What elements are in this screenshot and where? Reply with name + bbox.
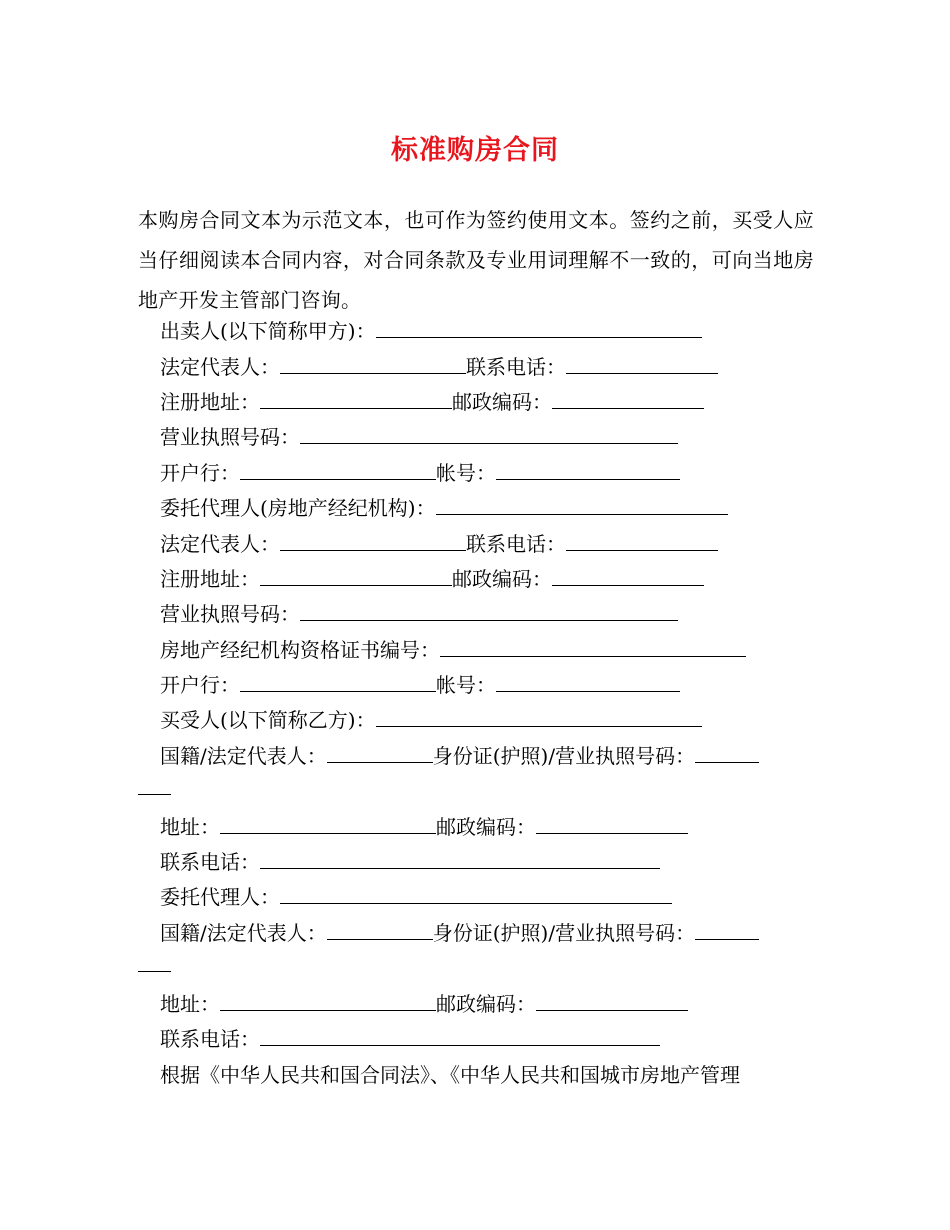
address-blank[interactable] bbox=[220, 815, 436, 834]
reg-addr-line-2 bbox=[160, 566, 704, 592]
id-blank-continuation[interactable] bbox=[138, 794, 171, 795]
phone-blank[interactable] bbox=[260, 850, 660, 869]
nationality-label: 国籍/法定代表人： bbox=[160, 744, 327, 768]
id-label: 身份证(护照)/营业执照号码： bbox=[432, 921, 696, 945]
postcode-label: 邮政编码： bbox=[436, 992, 536, 1016]
address-line-2 bbox=[160, 991, 688, 1017]
agent-org-label: 委托代理人(房地产经纪机构)： bbox=[160, 496, 436, 520]
nationality-id-line-1 bbox=[160, 743, 759, 769]
postcode-blank[interactable] bbox=[552, 390, 704, 409]
id-blank[interactable] bbox=[695, 921, 759, 940]
postcode-label: 邮政编码： bbox=[452, 390, 552, 414]
agent-person-line bbox=[160, 884, 672, 910]
license-label: 营业执照号码： bbox=[160, 602, 300, 626]
phone-blank[interactable] bbox=[566, 532, 718, 551]
bank-line-1 bbox=[160, 460, 680, 486]
document-title: 标准购房合同 bbox=[391, 135, 559, 166]
address-label: 地址： bbox=[160, 815, 220, 839]
address-blank[interactable] bbox=[220, 992, 436, 1011]
license-blank[interactable] bbox=[300, 425, 678, 444]
address-label: 地址： bbox=[160, 992, 220, 1016]
legal-rep-phone-line-2 bbox=[160, 531, 718, 557]
legal-rep-label: 法定代表人： bbox=[160, 355, 280, 379]
id-blank[interactable] bbox=[695, 744, 759, 763]
postcode-label: 邮政编码： bbox=[436, 815, 536, 839]
account-label: 帐号： bbox=[436, 673, 496, 697]
seller-line bbox=[160, 318, 702, 344]
postcode-blank[interactable] bbox=[552, 567, 704, 586]
phone-line-4 bbox=[160, 1026, 660, 1052]
nationality-id-line-2 bbox=[160, 920, 759, 946]
reg-addr-blank[interactable] bbox=[260, 567, 452, 586]
reg-addr-label: 注册地址： bbox=[160, 390, 260, 414]
agent-person-blank[interactable] bbox=[280, 885, 672, 904]
bank-blank[interactable] bbox=[240, 461, 436, 480]
license-line-2 bbox=[160, 601, 678, 627]
address-line-1 bbox=[160, 814, 688, 840]
reg-addr-blank[interactable] bbox=[260, 390, 452, 409]
account-blank[interactable] bbox=[496, 461, 680, 480]
legal-rep-phone-line-1 bbox=[160, 354, 718, 380]
phone-label: 联系电话： bbox=[466, 532, 566, 556]
postcode-blank[interactable] bbox=[536, 815, 688, 834]
legal-rep-blank[interactable] bbox=[280, 355, 466, 374]
account-label: 帐号： bbox=[436, 461, 496, 485]
seller-label: 出卖人(以下简称甲方)： bbox=[160, 319, 376, 343]
nationality-label: 国籍/法定代表人： bbox=[160, 921, 327, 945]
agent-person-label: 委托代理人： bbox=[160, 885, 280, 909]
buyer-line bbox=[160, 707, 702, 733]
account-blank[interactable] bbox=[496, 673, 680, 692]
qual-cert-blank[interactable] bbox=[440, 638, 746, 657]
phone-label: 联系电话： bbox=[160, 850, 260, 874]
phone-blank[interactable] bbox=[566, 355, 718, 374]
reg-addr-label: 注册地址： bbox=[160, 567, 260, 591]
seller-blank[interactable] bbox=[376, 319, 702, 338]
qual-cert-line bbox=[160, 637, 746, 663]
qual-cert-label: 房地产经纪机构资格证书编号： bbox=[160, 638, 440, 662]
postcode-label: 邮政编码： bbox=[452, 567, 552, 591]
intro-paragraph: 本购房合同文本为示范文本，也可作为签约使用文本。签约之前，买受人应当仔细阅读本合同内容，对合同条款及专业用词理解不一致的，可向当地房地产开发主管部门咨询。 bbox=[138, 208, 814, 312]
agent-org-line bbox=[160, 495, 728, 521]
agent-org-blank[interactable] bbox=[436, 496, 728, 515]
closing-text: 根据《中华人民共和国合同法》、《中华人民共和国城市房地产管理 bbox=[160, 1063, 740, 1087]
bank-line-2 bbox=[160, 672, 680, 698]
postcode-blank[interactable] bbox=[536, 992, 688, 1011]
reg-addr-line-1 bbox=[160, 389, 704, 415]
license-line-1 bbox=[160, 424, 678, 450]
buyer-label: 买受人(以下简称乙方)： bbox=[160, 708, 376, 732]
license-blank[interactable] bbox=[300, 602, 678, 621]
nationality-blank[interactable] bbox=[327, 744, 433, 763]
nationality-blank[interactable] bbox=[327, 921, 433, 940]
legal-rep-label: 法定代表人： bbox=[160, 532, 280, 556]
id-label: 身份证(护照)/营业执照号码： bbox=[432, 744, 696, 768]
phone-blank[interactable] bbox=[260, 1027, 660, 1046]
buyer-blank[interactable] bbox=[376, 708, 702, 727]
phone-label: 联系电话： bbox=[160, 1027, 260, 1051]
bank-label: 开户行： bbox=[160, 673, 240, 697]
legal-rep-blank[interactable] bbox=[280, 532, 466, 551]
license-label: 营业执照号码： bbox=[160, 425, 300, 449]
phone-line-3 bbox=[160, 849, 660, 875]
id-blank-continuation[interactable] bbox=[138, 971, 171, 972]
bank-blank[interactable] bbox=[240, 673, 436, 692]
phone-label: 联系电话： bbox=[466, 355, 566, 379]
bank-label: 开户行： bbox=[160, 461, 240, 485]
